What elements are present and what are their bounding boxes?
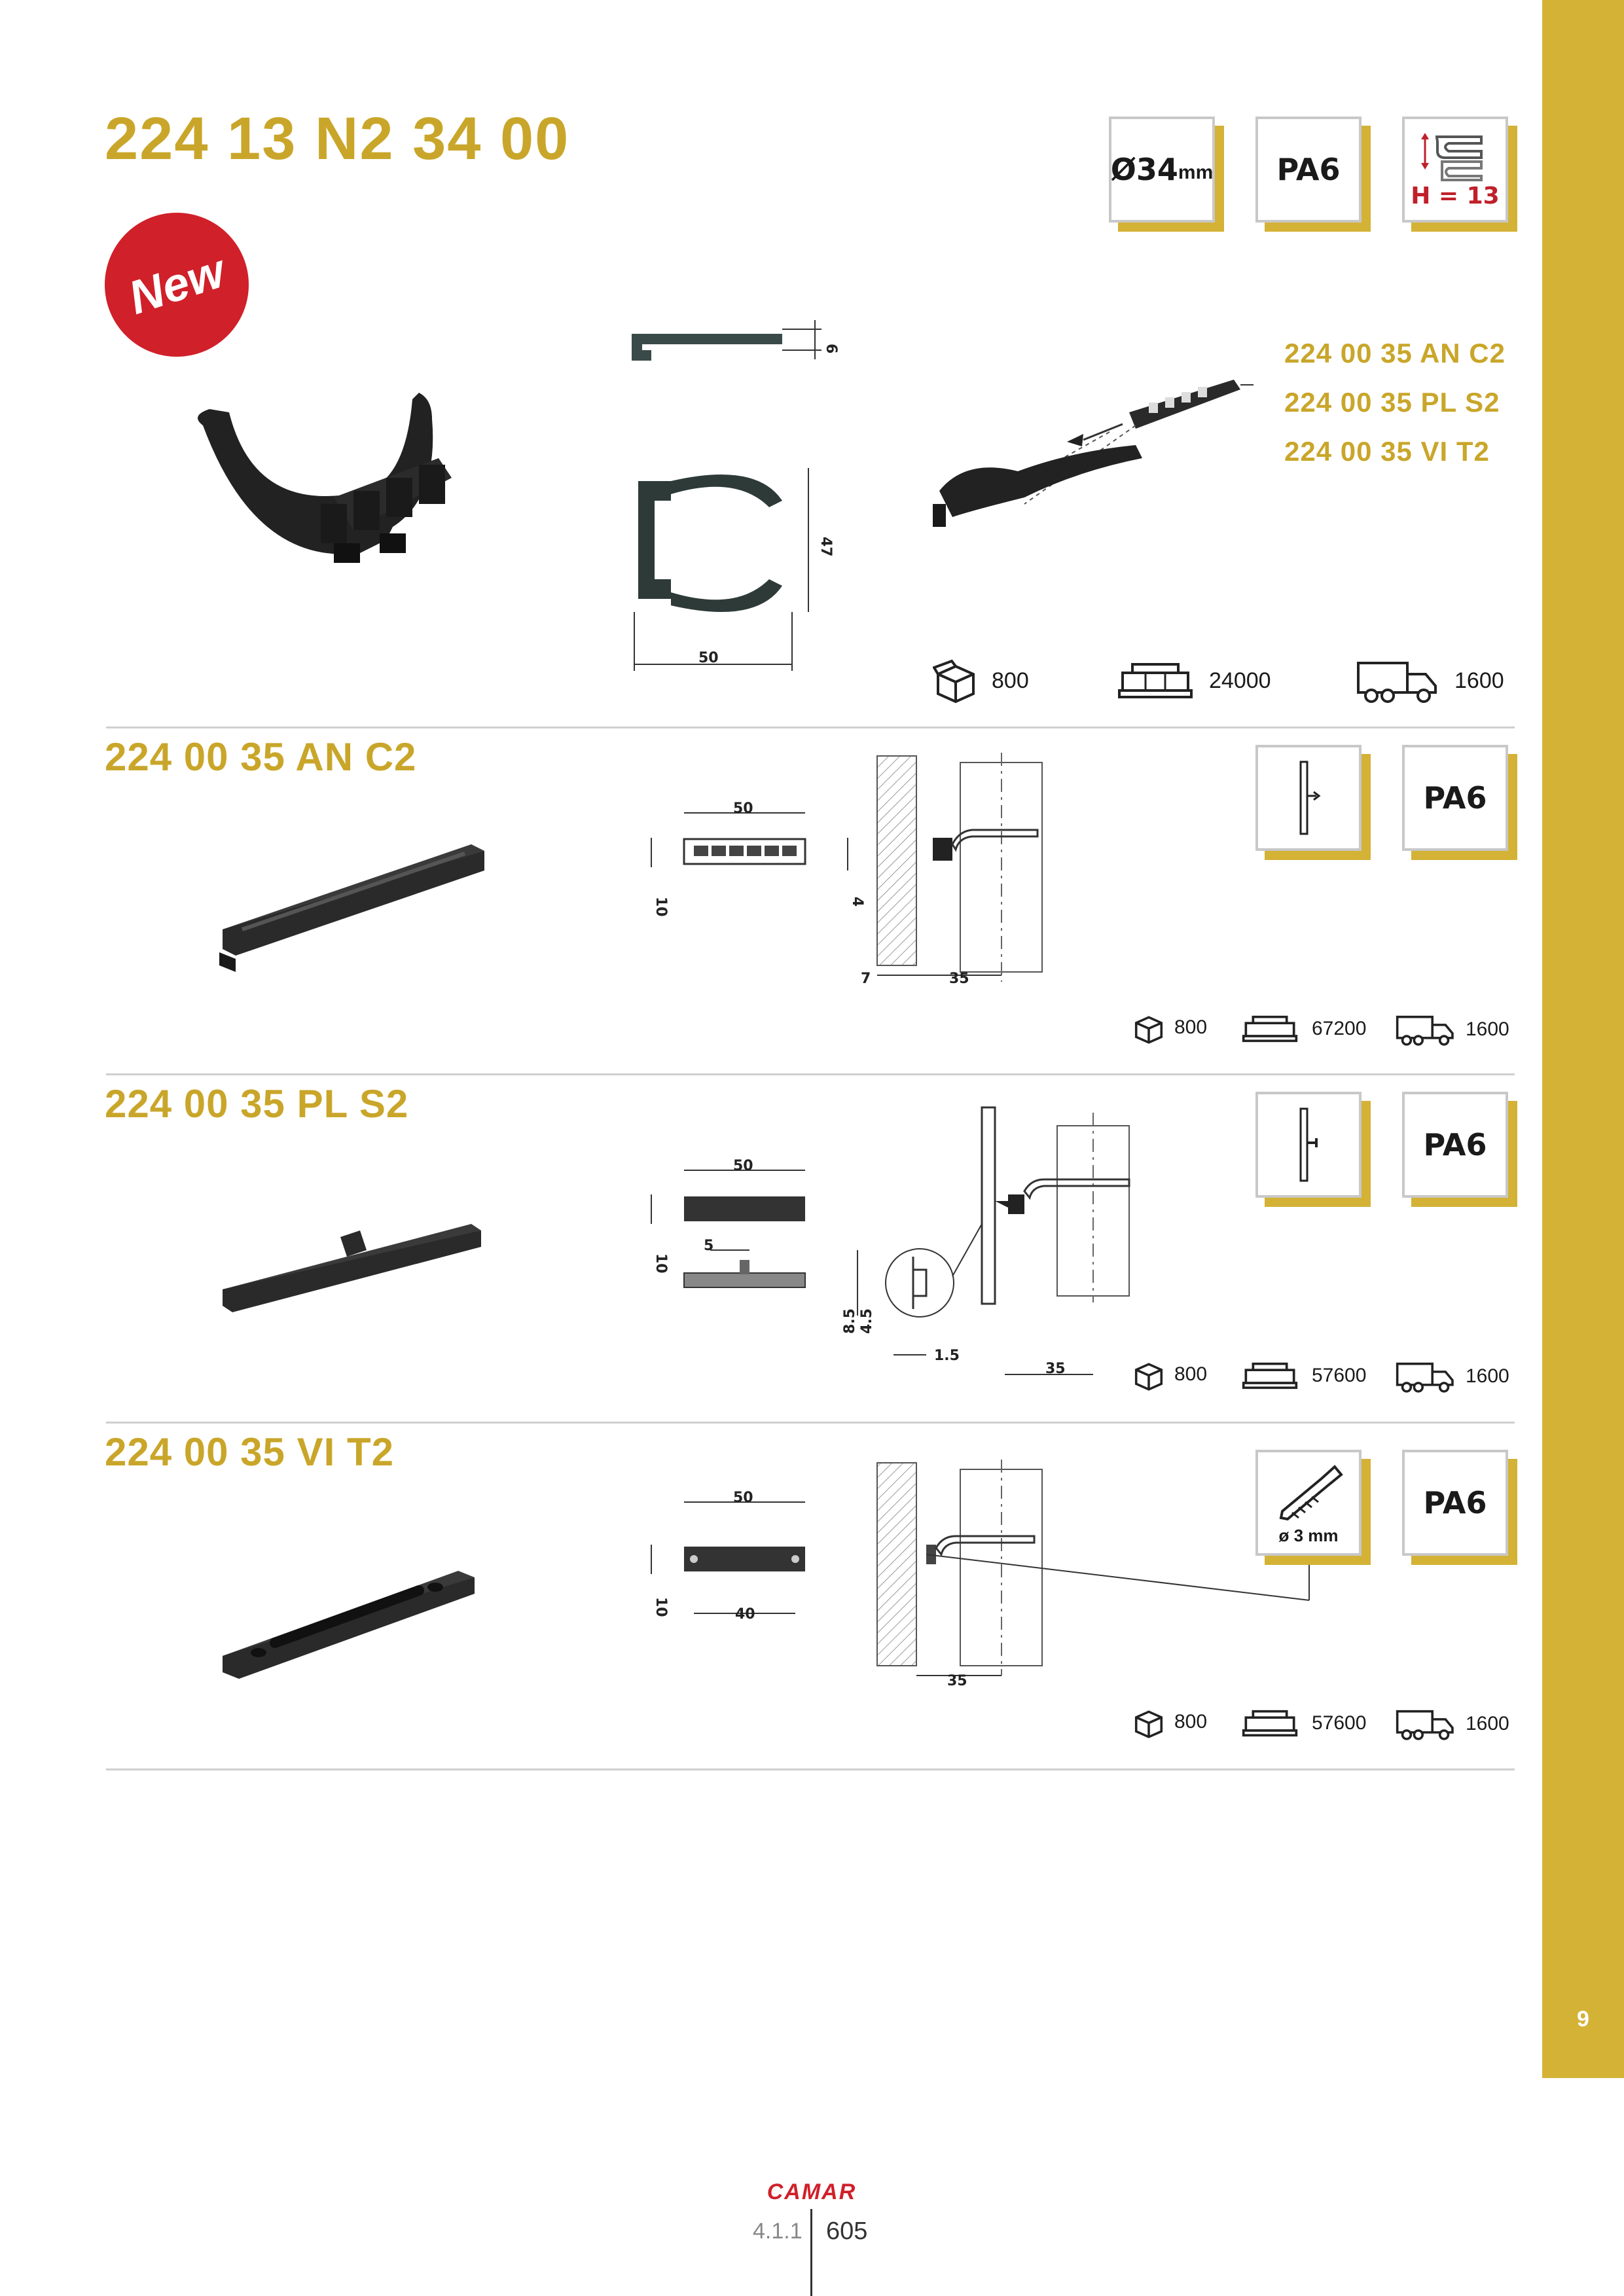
pl-s2-dim-distance: 35 (1045, 1361, 1066, 1377)
material-label: PA6 (1276, 152, 1341, 187)
an-c2-packaging-truck (1394, 1013, 1509, 1046)
pallet-icon (1237, 1014, 1303, 1043)
box-icon (1132, 1706, 1165, 1738)
diameter-value: Ø34 (1110, 152, 1178, 187)
diameter-unit: mm (1178, 162, 1214, 183)
an-c2-box-value: 800 (1174, 1016, 1208, 1038)
pl-s2-truck-value: 1600 (1466, 1365, 1509, 1387)
dim-clip-width: 50 (698, 650, 719, 666)
truck-icon (1394, 1708, 1456, 1740)
an-c2-packaging-box (1132, 1011, 1207, 1044)
an-c2-dim-wall: 7 (861, 971, 871, 987)
box-icon (1132, 1011, 1165, 1044)
packaging-truck-value: 1600 (1454, 668, 1504, 693)
an-c2-pallet-value: 67200 (1312, 1018, 1367, 1039)
footer-page-number: 605 (826, 2217, 868, 2245)
packaging-box-value: 800 (992, 668, 1029, 693)
an-c2-dim-offset: 4 (849, 897, 865, 907)
related-code-3: 224 00 35 VI T2 (1284, 436, 1490, 467)
product-title: 224 13 N2 34 00 (105, 105, 570, 172)
pallet-icon (1116, 661, 1195, 700)
vi-t2-dim-height: 10 (653, 1597, 669, 1617)
an-c2-packaging-pallet (1237, 1014, 1366, 1043)
vi-t2-dim-hole: 40 (735, 1606, 755, 1623)
pl-s2-pallet-value: 57600 (1312, 1365, 1367, 1386)
slot-mount-icon (1276, 1102, 1341, 1187)
truck-icon (1394, 1360, 1456, 1393)
pl-s2-packaging-pallet (1237, 1361, 1366, 1390)
pl-s2-material-badge (1402, 1092, 1508, 1198)
page-tab: 9 (1577, 2007, 1589, 2032)
adhesive-mount-icon (1276, 755, 1341, 840)
material-badge (1255, 117, 1362, 223)
related-code-2: 224 00 35 PL S2 (1284, 387, 1500, 418)
diameter-badge (1109, 117, 1215, 223)
an-c2-truck-value: 1600 (1466, 1018, 1509, 1040)
dim-clip-height: 47 (818, 537, 834, 557)
vi-t2-technical-drawing (638, 1450, 1312, 1698)
section-title-vi-t2: 224 00 35 VI T2 (105, 1430, 394, 1474)
height-label: H = 13 (1411, 182, 1500, 209)
vi-t2-pallet-value: 57600 (1312, 1712, 1367, 1734)
related-code-1: 224 00 35 AN C2 (1284, 338, 1506, 368)
an-c2-material: PA6 (1423, 780, 1487, 816)
an-c2-product-image (216, 838, 504, 988)
vi-t2-packaging-truck (1394, 1708, 1509, 1740)
pl-s2-dim-c: 1.5 (934, 1348, 960, 1364)
box-icon (933, 658, 979, 704)
vi-t2-dim-distance: 35 (947, 1673, 967, 1689)
an-c2-technical-drawing (638, 740, 1044, 995)
vi-t2-material: PA6 (1423, 1485, 1487, 1520)
truck-icon (1355, 658, 1440, 704)
pl-s2-dim-height: 10 (653, 1253, 669, 1274)
vi-t2-packaging-pallet (1237, 1709, 1366, 1738)
packaging-box (933, 658, 1029, 704)
packaging-pallet (1116, 661, 1271, 700)
pl-s2-dim-b: 4.5 (859, 1308, 875, 1334)
pl-s2-product-image (216, 1217, 504, 1348)
pl-s2-mount-badge (1255, 1092, 1362, 1198)
truck-icon (1394, 1013, 1456, 1046)
vi-t2-screw-badge (1255, 1450, 1362, 1556)
clip-assembly-drawing (913, 367, 1254, 550)
section-title-pl-s2: 224 00 35 PL S2 (105, 1082, 409, 1126)
vi-t2-screw-label: ø 3 mm (1278, 1525, 1339, 1545)
clip-technical-drawing (625, 311, 841, 677)
packaging-pallet-value: 24000 (1209, 668, 1271, 693)
vi-t2-product-image (216, 1564, 504, 1702)
section-divider (106, 1422, 1515, 1424)
footer-divider (810, 2209, 812, 2296)
vi-t2-packaging-box (1132, 1706, 1207, 1738)
an-c2-dim-height: 10 (653, 897, 669, 917)
new-badge (105, 213, 249, 357)
pallet-icon (1237, 1709, 1303, 1738)
pl-s2-dim-a: 8.5 (842, 1308, 858, 1334)
an-c2-dim-length: 50 (733, 800, 753, 817)
an-c2-material-badge (1402, 745, 1508, 851)
pl-s2-dim-length: 50 (733, 1158, 753, 1174)
section-divider (106, 726, 1515, 728)
pl-s2-packaging-box (1132, 1358, 1207, 1391)
pl-s2-dim-pin: 5 (704, 1238, 714, 1254)
an-c2-dim-distance: 35 (949, 971, 969, 987)
packaging-truck (1355, 658, 1504, 704)
pl-s2-technical-drawing (638, 1093, 1175, 1388)
sidebar-strip (1542, 0, 1624, 2078)
height-badge (1402, 117, 1508, 223)
screw-icon (1272, 1460, 1344, 1526)
an-c2-mount-badge (1255, 745, 1362, 851)
clip-product-image (190, 367, 543, 589)
box-icon (1132, 1358, 1165, 1391)
pallet-icon (1237, 1361, 1303, 1390)
pl-s2-packaging-truck (1394, 1360, 1509, 1393)
section-title-an-c2: 224 00 35 AN C2 (105, 735, 417, 779)
vi-t2-truck-value: 1600 (1466, 1713, 1509, 1734)
pl-s2-box-value: 800 (1174, 1363, 1208, 1385)
height-clip-icon (1416, 130, 1494, 183)
dim-top-height: 6 (823, 344, 839, 354)
footer-brand-logo: CAMAR (767, 2179, 857, 2204)
section-divider (106, 1768, 1515, 1770)
new-badge-label: New (122, 245, 231, 325)
vi-t2-material-badge (1402, 1450, 1508, 1556)
section-divider (106, 1073, 1515, 1075)
vi-t2-dim-length: 50 (733, 1490, 753, 1506)
footer-section: 4.1.1 (753, 2219, 803, 2244)
pl-s2-material: PA6 (1423, 1127, 1487, 1162)
vi-t2-box-value: 800 (1174, 1711, 1208, 1732)
